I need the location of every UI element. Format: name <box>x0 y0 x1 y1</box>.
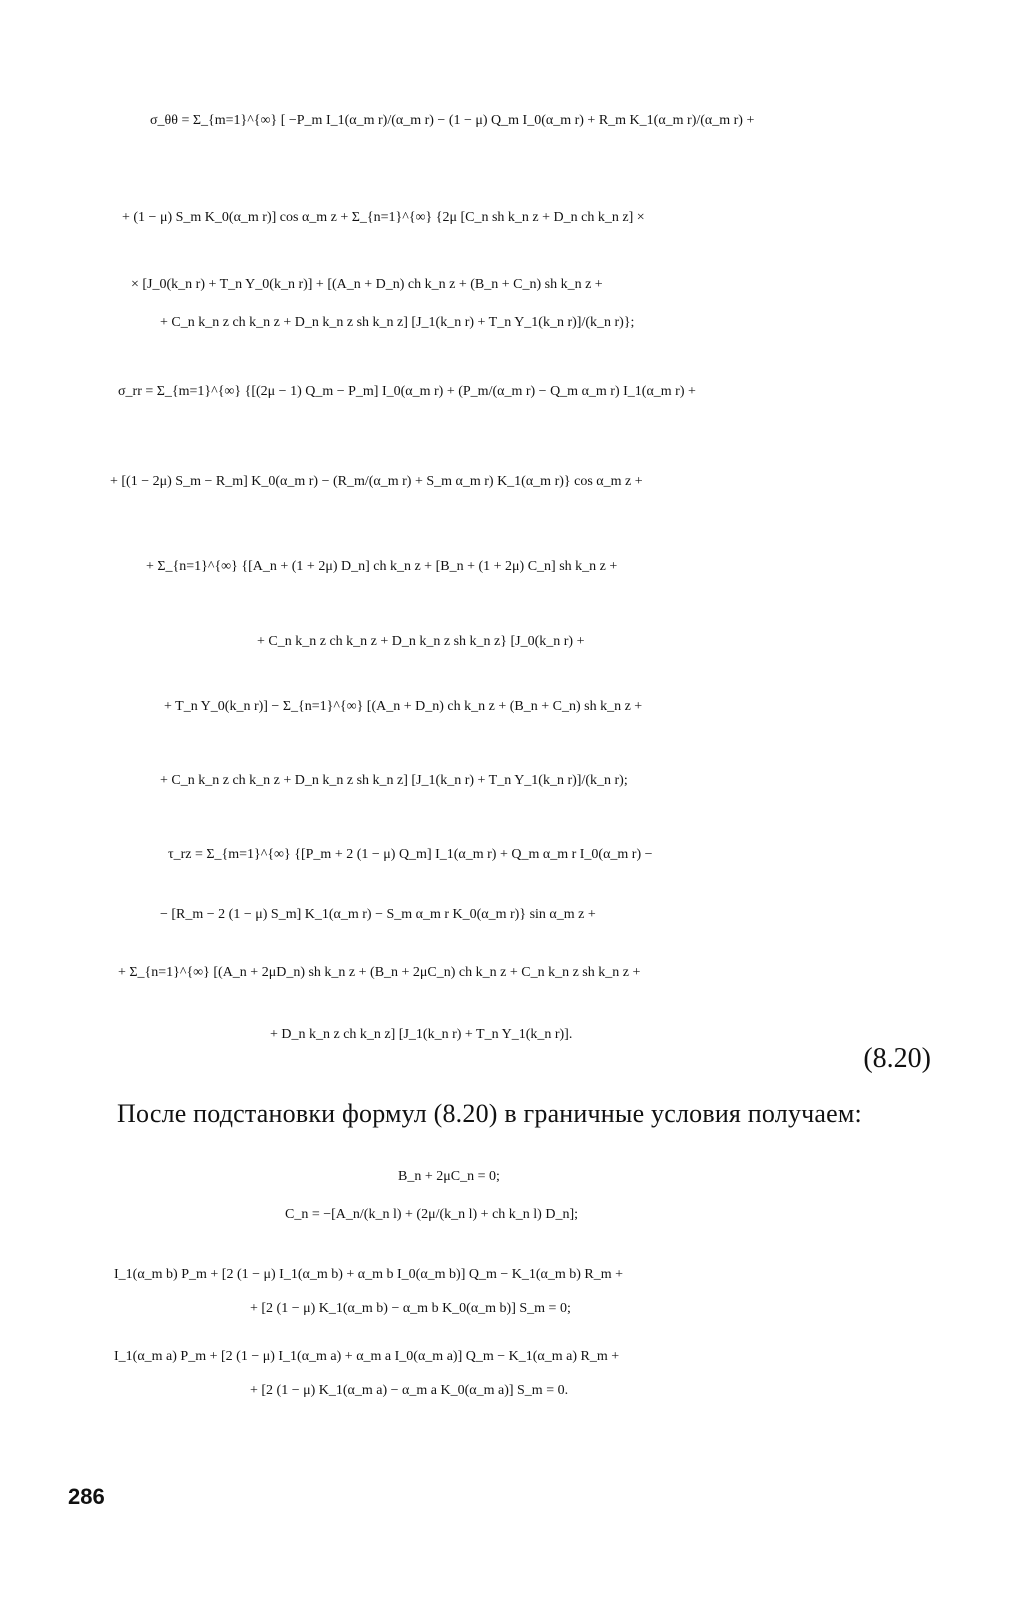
formula-line: + [(1 − 2μ) S_m − R_m] K_0(α_m r) − (R_m/(α_m r) + S_m α_m r) K_1(α_m r)} cos α_m z + <box>110 474 643 489</box>
formula-line: + Σ_{n=1}^{∞} [(A_n + 2μD_n) sh k_n z + (B_n + 2μC_n) ch k_n z + C_n k_n z sh k_n z + <box>118 965 641 980</box>
body-paragraph: После подстановки формул (8.20) в граничные условия получаем: <box>117 1099 862 1128</box>
formula-line: σ_rr = Σ_{m=1}^{∞} {[(2μ − 1) Q_m − P_m] I_0(α_m r) + (P_m/(α_m r) − Q_m α_m r) I_1(α_m r) + <box>118 384 696 399</box>
formula-line: + C_n k_n z ch k_n z + D_n k_n z sh k_n z} [J_0(k_n r) + <box>257 634 585 649</box>
formula-line: + (1 − μ) S_m K_0(α_m r)] cos α_m z + Σ_{n=1}^{∞} {2μ [C_n sh k_n z + D_n ch k_n z] × <box>122 210 645 225</box>
formula-line: I_1(α_m b) P_m + [2 (1 − μ) I_1(α_m b) + α_m b I_0(α_m b)] Q_m − K_1(α_m b) R_m + <box>114 1267 624 1282</box>
formula-line: I_1(α_m a) P_m + [2 (1 − μ) I_1(α_m a) + α_m a I_0(α_m a)] Q_m − K_1(α_m a) R_m + <box>114 1349 620 1364</box>
formula-line: + [2 (1 − μ) K_1(α_m b) − α_m b K_0(α_m b)] S_m = 0; <box>250 1301 571 1316</box>
formula-line: C_n = −[A_n/(k_n l) + (2μ/(k_n l) + ch k_n l) D_n]; <box>285 1207 578 1222</box>
formula-line: + [2 (1 − μ) K_1(α_m a) − α_m a K_0(α_m a)] S_m = 0. <box>250 1383 569 1398</box>
formula-line: B_n + 2μC_n = 0; <box>398 1169 500 1184</box>
formula-line: + D_n k_n z ch k_n z] [J_1(k_n r) + T_n Y_1(k_n r)]. <box>270 1027 573 1042</box>
formula-line: σ_θθ = Σ_{m=1}^{∞} [ −P_m I_1(α_m r)/(α_m r) − (1 − μ) Q_m I_0(α_m r) + R_m K_1(α_m r)/(α_m r) + <box>150 113 755 128</box>
formula-line: + C_n k_n z ch k_n z + D_n k_n z sh k_n z] [J_1(k_n r) + T_n Y_1(k_n r)]/(k_n r)}; <box>160 315 635 330</box>
formula-line: + T_n Y_0(k_n r)] − Σ_{n=1}^{∞} [(A_n + D_n) ch k_n z + (B_n + C_n) sh k_n z + <box>164 699 643 714</box>
formula-line: × [J_0(k_n r) + T_n Y_0(k_n r)] + [(A_n + D_n) ch k_n z + (B_n + C_n) sh k_n z + <box>131 277 603 292</box>
formula-line: τ_rz = Σ_{m=1}^{∞} {[P_m + 2 (1 − μ) Q_m] I_1(α_m r) + Q_m α_m r I_0(α_m r) − <box>168 847 653 862</box>
equation-number: (8.20) <box>863 1043 931 1074</box>
formula-line: − [R_m − 2 (1 − μ) S_m] K_1(α_m r) − S_m α_m r K_0(α_m r)} sin α_m z + <box>160 907 596 922</box>
formula-line: + C_n k_n z ch k_n z + D_n k_n z sh k_n z] [J_1(k_n r) + T_n Y_1(k_n r)]/(k_n r); <box>160 773 628 788</box>
page-number: 286 <box>68 1484 105 1509</box>
formula-line: + Σ_{n=1}^{∞} {[A_n + (1 + 2μ) D_n] ch k_n z + [B_n + (1 + 2μ) C_n] sh k_n z + <box>146 559 618 574</box>
